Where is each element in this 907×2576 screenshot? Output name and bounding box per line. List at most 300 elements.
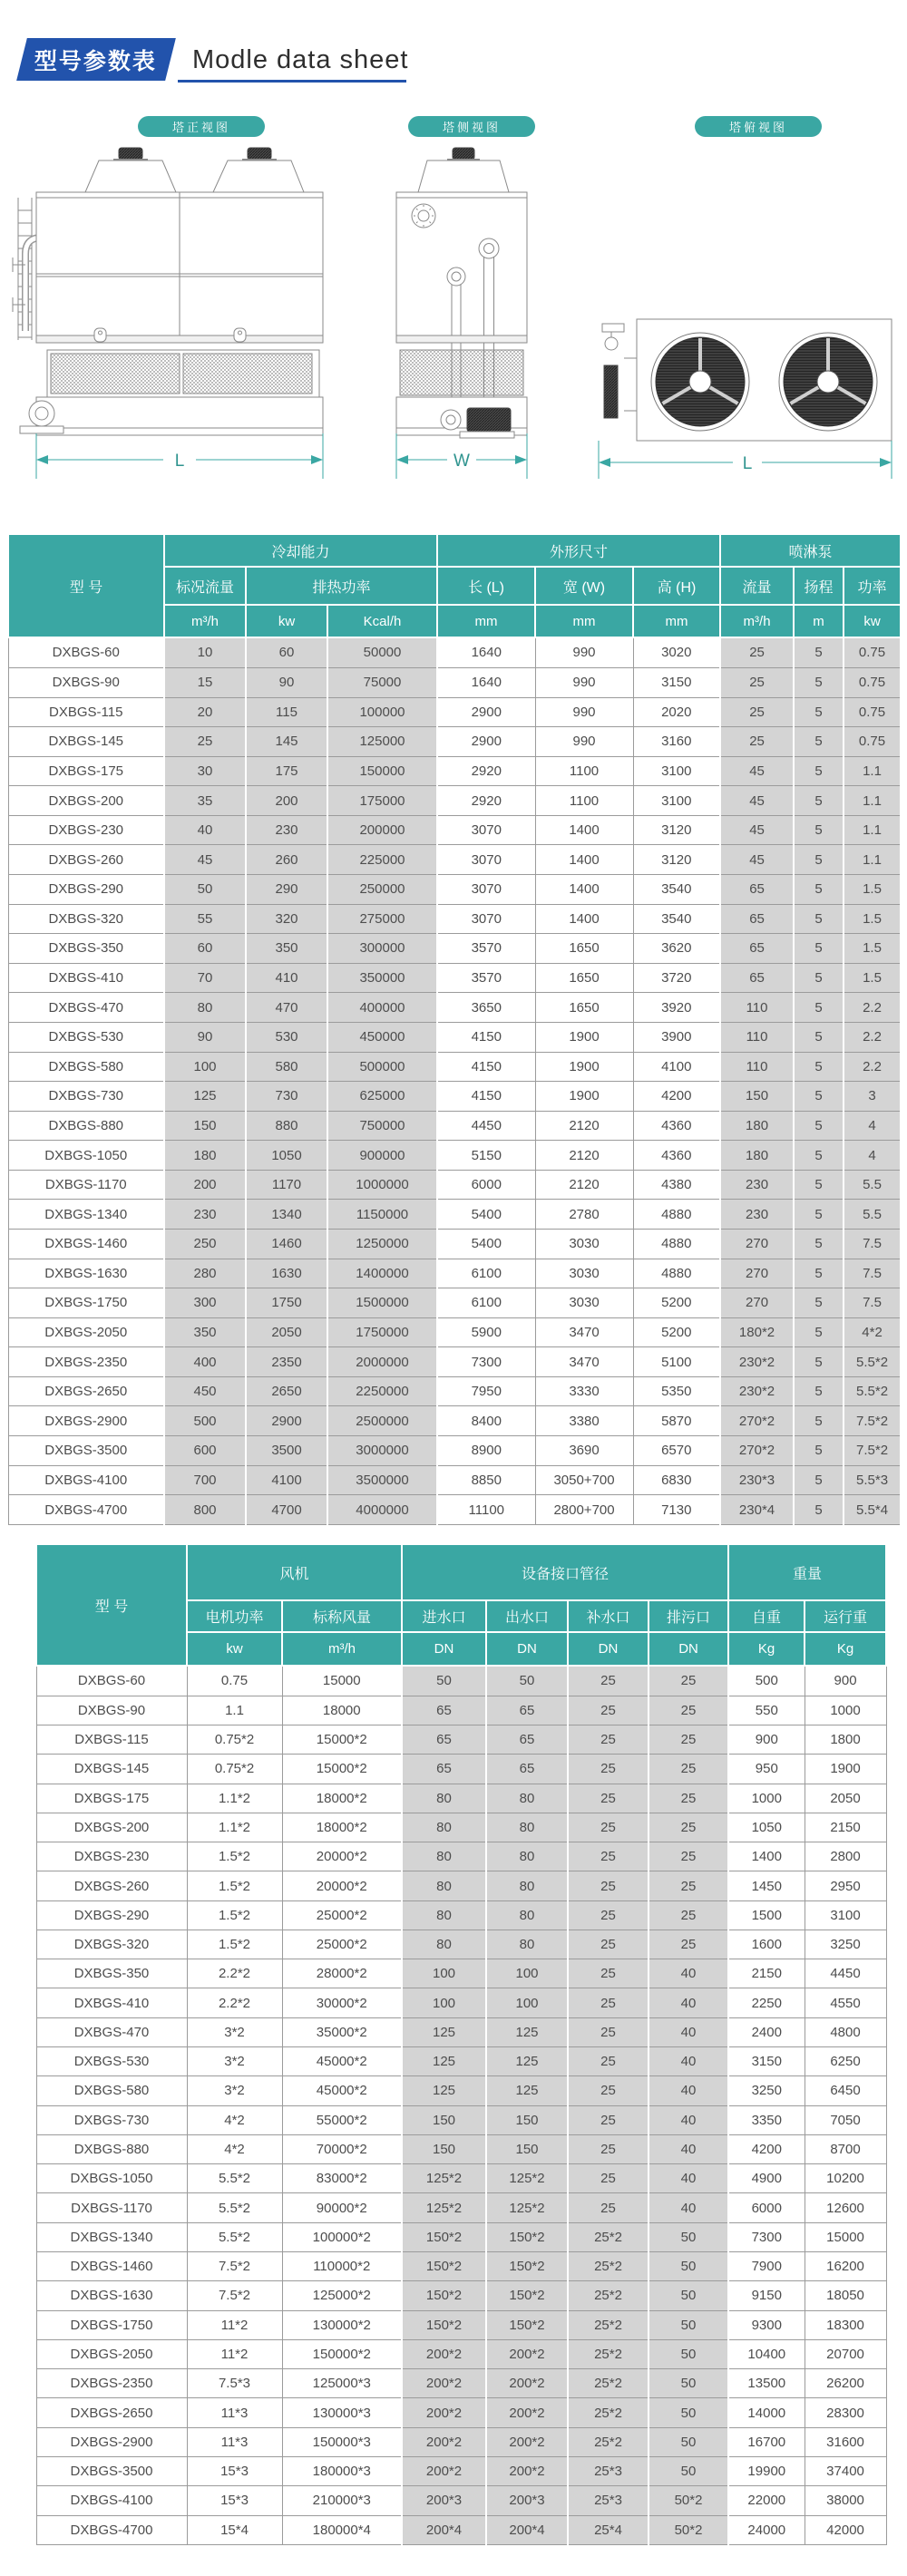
value-cell: 3470 xyxy=(535,1347,633,1377)
value-cell: 350 xyxy=(164,1317,246,1347)
value-cell: 25 xyxy=(568,1666,649,1696)
value-cell: 25*2 xyxy=(568,2369,649,2398)
value-cell: 1750000 xyxy=(327,1317,437,1347)
value-cell: 7.5*3 xyxy=(187,2369,282,2398)
value-cell: 5 xyxy=(794,1229,844,1259)
value-cell: 990 xyxy=(535,727,633,757)
value-cell: 3650 xyxy=(437,993,535,1023)
value-cell: 80 xyxy=(486,1842,568,1871)
table-row xyxy=(8,845,901,875)
value-cell: 5 xyxy=(794,1347,844,1377)
value-cell: 4 xyxy=(844,1141,901,1171)
value-cell: 65 xyxy=(720,963,794,993)
value-cell: 65 xyxy=(486,1725,568,1754)
value-cell: 14000 xyxy=(728,2398,805,2427)
value-cell: 230 xyxy=(720,1170,794,1200)
value-cell: 25*2 xyxy=(568,2427,649,2456)
value-cell: 1.1 xyxy=(844,815,901,845)
value-cell: 2.2 xyxy=(844,993,901,1023)
value-cell: 500000 xyxy=(327,1052,437,1082)
value-cell: 3150 xyxy=(728,2047,805,2076)
value-cell: 5200 xyxy=(633,1317,720,1347)
value-cell: 50*2 xyxy=(649,2486,728,2515)
value-cell: 290 xyxy=(246,875,327,905)
value-cell: 5900 xyxy=(437,1317,535,1347)
table-row xyxy=(8,993,901,1023)
value-cell: 5 xyxy=(794,1288,844,1318)
value-cell: 450000 xyxy=(327,1022,437,1052)
value-cell: 4550 xyxy=(805,1988,886,2017)
value-cell: 990 xyxy=(535,697,633,727)
model-cell: DXBGS-1460 xyxy=(8,1229,164,1259)
value-cell: 150 xyxy=(402,2105,486,2134)
t1-unit: Kcal/h xyxy=(327,605,437,637)
value-cell: 4100 xyxy=(633,1052,720,1082)
value-cell: 40 xyxy=(649,2134,728,2163)
value-cell: 470 xyxy=(246,993,327,1023)
table-row xyxy=(36,1871,886,1900)
value-cell: 400000 xyxy=(327,993,437,1023)
value-cell: 65 xyxy=(402,1696,486,1725)
value-cell: 25 xyxy=(649,1900,728,1930)
value-cell: 8900 xyxy=(437,1436,535,1466)
model-cell: DXBGS-115 xyxy=(8,697,164,727)
value-cell: 230*4 xyxy=(720,1495,794,1525)
t2-group-weight: 重量 xyxy=(728,1544,886,1600)
value-cell: 125*2 xyxy=(486,2164,568,2193)
value-cell: 7050 xyxy=(805,2105,886,2134)
value-cell: 3030 xyxy=(535,1259,633,1288)
value-cell: 150 xyxy=(402,2134,486,2163)
value-cell: 210000*3 xyxy=(282,2486,402,2515)
value-cell: 730 xyxy=(246,1082,327,1112)
t2-unit: DN xyxy=(486,1632,568,1666)
value-cell: 275000 xyxy=(327,904,437,934)
value-cell: 15*3 xyxy=(187,2456,282,2485)
value-cell: 25*2 xyxy=(568,2398,649,2427)
dim-label-L-top: L xyxy=(742,454,753,473)
value-cell: 80 xyxy=(164,993,246,1023)
value-cell: 280 xyxy=(164,1259,246,1288)
value-cell: 550 xyxy=(728,1696,805,1725)
t2-unit: Kg xyxy=(728,1632,805,1666)
table-row xyxy=(8,697,901,727)
value-cell: 9150 xyxy=(728,2281,805,2310)
value-cell: 200 xyxy=(246,786,327,816)
value-cell: 150*2 xyxy=(402,2310,486,2339)
value-cell: 2050 xyxy=(805,1784,886,1813)
value-cell: 11100 xyxy=(437,1495,535,1525)
value-cell: 4900 xyxy=(728,2164,805,2193)
value-cell: 90 xyxy=(164,1022,246,1052)
value-cell: 40 xyxy=(649,1988,728,2017)
value-cell: 3070 xyxy=(437,845,535,875)
table-row xyxy=(8,934,901,964)
front-view-label: 塔正视图 xyxy=(138,116,265,137)
model-cell: DXBGS-115 xyxy=(36,1725,187,1754)
value-cell: 1.5 xyxy=(844,904,901,934)
value-cell: 25 xyxy=(568,2134,649,2163)
spec-table-1-wrap xyxy=(7,533,900,1525)
value-cell: 230 xyxy=(164,1200,246,1230)
model-cell: DXBGS-1750 xyxy=(36,2310,187,2339)
table-row xyxy=(36,2017,886,2046)
value-cell: 115 xyxy=(246,697,327,727)
value-cell: 25*2 xyxy=(568,2222,649,2251)
value-cell: 0.75 xyxy=(844,637,901,667)
t2-unit: DN xyxy=(568,1632,649,1666)
value-cell: 3380 xyxy=(535,1406,633,1436)
value-cell: 45 xyxy=(164,845,246,875)
value-cell: 200*2 xyxy=(402,2427,486,2456)
value-cell: 25 xyxy=(568,1959,649,1988)
value-cell: 25 xyxy=(649,1930,728,1959)
value-cell: 7900 xyxy=(728,2252,805,2281)
value-cell: 80 xyxy=(402,1930,486,1959)
table-row xyxy=(8,1022,901,1052)
value-cell: 125 xyxy=(486,2017,568,2046)
value-cell: 18000*2 xyxy=(282,1813,402,1842)
value-cell: 50*2 xyxy=(649,2515,728,2544)
value-cell: 5150 xyxy=(437,1141,535,1171)
value-cell: 28300 xyxy=(805,2398,886,2427)
table-row xyxy=(36,2222,886,2251)
table-row xyxy=(36,2252,886,2281)
value-cell: 125*2 xyxy=(402,2164,486,2193)
value-cell: 4450 xyxy=(437,1111,535,1141)
table-row xyxy=(8,1200,901,1230)
model-cell: DXBGS-730 xyxy=(8,1082,164,1112)
t2-col-opweight: 运行重 xyxy=(805,1600,886,1632)
value-cell: 0.75 xyxy=(844,727,901,757)
value-cell: 800 xyxy=(164,1495,246,1525)
value-cell: 25 xyxy=(568,1988,649,2017)
value-cell: 70 xyxy=(164,963,246,993)
table-row xyxy=(36,2193,886,2222)
value-cell: 5 xyxy=(794,845,844,875)
value-cell: 40 xyxy=(649,1959,728,1988)
value-cell: 45000*2 xyxy=(282,2076,402,2105)
value-cell: 25 xyxy=(568,2164,649,2193)
t1-col-pumpflow: 流量 xyxy=(720,567,794,605)
table-row xyxy=(8,875,901,905)
value-cell: 7.5 xyxy=(844,1288,901,1318)
value-cell: 200*2 xyxy=(486,2427,568,2456)
value-cell: 25 xyxy=(568,1871,649,1900)
value-cell: 150*2 xyxy=(402,2281,486,2310)
value-cell: 1650 xyxy=(535,963,633,993)
value-cell: 1500000 xyxy=(327,1288,437,1318)
value-cell: 50 xyxy=(649,2456,728,2485)
value-cell: 25 xyxy=(568,1930,649,1959)
value-cell: 900 xyxy=(728,1725,805,1754)
value-cell: 150*2 xyxy=(486,2222,568,2251)
table-row xyxy=(8,1111,901,1141)
value-cell: 2500000 xyxy=(327,1406,437,1436)
t1-group-cooling: 冷却能力 xyxy=(164,534,437,567)
t1-col-length: 长 (L) xyxy=(437,567,535,605)
value-cell: 450 xyxy=(164,1376,246,1406)
value-cell: 1.1 xyxy=(844,845,901,875)
value-cell: 125000*3 xyxy=(282,2369,402,2398)
value-cell: 150 xyxy=(486,2105,568,2134)
value-cell: 2000000 xyxy=(327,1347,437,1377)
value-cell: 180000*4 xyxy=(282,2515,402,2544)
value-cell: 25 xyxy=(649,1696,728,1725)
value-cell: 0.75 xyxy=(187,1666,282,1696)
value-cell: 7.5*2 xyxy=(844,1406,901,1436)
value-cell: 5 xyxy=(794,1465,844,1495)
value-cell: 5.5*3 xyxy=(844,1465,901,1495)
value-cell: 50 xyxy=(649,2310,728,2339)
table-row xyxy=(8,727,901,757)
value-cell: 45 xyxy=(720,786,794,816)
value-cell: 1400 xyxy=(535,904,633,934)
model-cell: DXBGS-350 xyxy=(36,1959,187,1988)
table-row xyxy=(8,963,901,993)
value-cell: 200*2 xyxy=(402,2398,486,2427)
value-cell: 3070 xyxy=(437,904,535,934)
value-cell: 5 xyxy=(794,1259,844,1288)
value-cell: 25 xyxy=(568,1784,649,1813)
model-cell: DXBGS-410 xyxy=(36,1988,187,2017)
model-cell: DXBGS-530 xyxy=(8,1022,164,1052)
value-cell: 25 xyxy=(649,1871,728,1900)
value-cell: 100 xyxy=(486,1988,568,2017)
t2-col-model: 型 号 xyxy=(36,1544,187,1666)
value-cell: 125 xyxy=(402,2047,486,2076)
table-row xyxy=(36,1930,886,1959)
table-row xyxy=(8,1170,901,1200)
model-cell: DXBGS-1050 xyxy=(8,1141,164,1171)
value-cell: 180 xyxy=(720,1111,794,1141)
table-row xyxy=(36,1813,886,1842)
model-cell: DXBGS-1170 xyxy=(8,1170,164,1200)
value-cell: 125 xyxy=(164,1082,246,1112)
value-cell: 5100 xyxy=(633,1347,720,1377)
model-cell: DXBGS-90 xyxy=(8,667,164,697)
value-cell: 3330 xyxy=(535,1376,633,1406)
t2-unit: kw xyxy=(187,1632,282,1666)
value-cell: 150*2 xyxy=(486,2252,568,2281)
table-row xyxy=(8,667,901,697)
value-cell: 150000*2 xyxy=(282,2339,402,2368)
t1-group-pump: 喷淋泵 xyxy=(720,534,901,567)
value-cell: 150*2 xyxy=(402,2252,486,2281)
value-cell: 1400 xyxy=(728,1842,805,1871)
value-cell: 1630 xyxy=(246,1259,327,1288)
value-cell: 180*2 xyxy=(720,1317,794,1347)
model-cell: DXBGS-60 xyxy=(36,1666,187,1696)
value-cell: 3540 xyxy=(633,904,720,934)
value-cell: 25 xyxy=(649,1666,728,1696)
model-cell: DXBGS-90 xyxy=(36,1696,187,1725)
value-cell: 2920 xyxy=(437,786,535,816)
value-cell: 2900 xyxy=(437,697,535,727)
value-cell: 5 xyxy=(794,815,844,845)
value-cell: 8700 xyxy=(805,2134,886,2163)
table-row xyxy=(8,1347,901,1377)
value-cell: 25*4 xyxy=(568,2515,649,2544)
value-cell: 20000*2 xyxy=(282,1842,402,1871)
value-cell: 45 xyxy=(720,815,794,845)
value-cell: 4880 xyxy=(633,1229,720,1259)
value-cell: 1100 xyxy=(535,786,633,816)
value-cell: 4360 xyxy=(633,1141,720,1171)
model-cell: DXBGS-1460 xyxy=(36,2252,187,2281)
value-cell: 40 xyxy=(649,2105,728,2134)
table-row xyxy=(36,1755,886,1784)
value-cell: 2150 xyxy=(728,1959,805,1988)
value-cell: 5 xyxy=(794,904,844,934)
value-cell: 80 xyxy=(486,1871,568,1900)
table-row xyxy=(8,1465,901,1495)
t1-col-model: 型 号 xyxy=(8,534,164,637)
value-cell: 50 xyxy=(649,2252,728,2281)
value-cell: 25*3 xyxy=(568,2486,649,2515)
t2-col-motor: 电机功率 xyxy=(187,1600,282,1632)
value-cell: 200*3 xyxy=(486,2486,568,2515)
value-cell: 5200 xyxy=(633,1288,720,1318)
value-cell: 1450 xyxy=(728,1871,805,1900)
value-cell: 150000 xyxy=(327,756,437,786)
value-cell: 80 xyxy=(402,1900,486,1930)
t1-unit: kw xyxy=(246,605,327,637)
value-cell: 7.5 xyxy=(844,1229,901,1259)
value-cell: 175 xyxy=(246,756,327,786)
model-cell: DXBGS-350 xyxy=(8,934,164,964)
value-cell: 1650 xyxy=(535,993,633,1023)
table-row xyxy=(8,815,901,845)
value-cell: 3000000 xyxy=(327,1436,437,1466)
value-cell: 225000 xyxy=(327,845,437,875)
value-cell: 1.5 xyxy=(844,934,901,964)
value-cell: 3620 xyxy=(633,934,720,964)
value-cell: 3570 xyxy=(437,934,535,964)
value-cell: 55000*2 xyxy=(282,2105,402,2134)
value-cell: 2400 xyxy=(728,2017,805,2046)
value-cell: 65 xyxy=(720,875,794,905)
value-cell: 130000*3 xyxy=(282,2398,402,2427)
table-row xyxy=(36,1959,886,1988)
value-cell: 25 xyxy=(568,2076,649,2105)
t2-col-inlet: 进水口 xyxy=(402,1600,486,1632)
value-cell: 2150 xyxy=(805,1813,886,1842)
table-row xyxy=(36,1725,886,1754)
value-cell: 4200 xyxy=(633,1082,720,1112)
value-cell: 100000 xyxy=(327,697,437,727)
value-cell: 350000 xyxy=(327,963,437,993)
value-cell: 10400 xyxy=(728,2339,805,2368)
model-cell: DXBGS-2900 xyxy=(8,1406,164,1436)
value-cell: 2920 xyxy=(437,756,535,786)
value-cell: 25 xyxy=(568,1813,649,1842)
value-cell: 16200 xyxy=(805,2252,886,2281)
value-cell: 25 xyxy=(568,1725,649,1754)
model-cell: DXBGS-470 xyxy=(8,993,164,1023)
value-cell: 270*2 xyxy=(720,1436,794,1466)
value-cell: 990 xyxy=(535,637,633,667)
value-cell: 20700 xyxy=(805,2339,886,2368)
value-cell: 25 xyxy=(164,727,246,757)
t1-col-width: 宽 (W) xyxy=(535,567,633,605)
model-cell: DXBGS-580 xyxy=(36,2076,187,2105)
value-cell: 900 xyxy=(805,1666,886,1696)
value-cell: 3470 xyxy=(535,1317,633,1347)
value-cell: 3030 xyxy=(535,1229,633,1259)
table-row xyxy=(36,2047,886,2076)
value-cell: 2900 xyxy=(246,1406,327,1436)
value-cell: 5350 xyxy=(633,1376,720,1406)
value-cell: 2020 xyxy=(633,697,720,727)
model-cell: DXBGS-730 xyxy=(36,2105,187,2134)
value-cell: 4700 xyxy=(246,1495,327,1525)
value-cell: 3250 xyxy=(728,2076,805,2105)
table-row xyxy=(8,1229,901,1259)
value-cell: 1900 xyxy=(535,1082,633,1112)
t1-col-head: 扬程 xyxy=(794,567,844,605)
value-cell: 11*2 xyxy=(187,2339,282,2368)
value-cell: 4880 xyxy=(633,1259,720,1288)
value-cell: 7300 xyxy=(437,1347,535,1377)
t2-unit: m³/h xyxy=(282,1632,402,1666)
value-cell: 25000*2 xyxy=(282,1930,402,1959)
value-cell: 5 xyxy=(794,637,844,667)
value-cell: 1.1 xyxy=(844,786,901,816)
value-cell: 1.5*2 xyxy=(187,1842,282,1871)
value-cell: 38000 xyxy=(805,2486,886,2515)
value-cell: 15000*2 xyxy=(282,1755,402,1784)
value-cell: 50 xyxy=(649,2281,728,2310)
value-cell: 55 xyxy=(164,904,246,934)
title-underline xyxy=(178,80,406,83)
dim-label-L-front: L xyxy=(174,452,185,471)
value-cell: 60 xyxy=(164,934,246,964)
value-cell: 35000*2 xyxy=(282,2017,402,2046)
value-cell: 625000 xyxy=(327,1082,437,1112)
value-cell: 2650 xyxy=(246,1376,327,1406)
table-row xyxy=(36,2076,886,2105)
value-cell: 230*2 xyxy=(720,1376,794,1406)
value-cell: 230 xyxy=(720,1200,794,1230)
model-cell: DXBGS-320 xyxy=(36,1930,187,1959)
value-cell: 65 xyxy=(720,904,794,934)
value-cell: 3100 xyxy=(633,756,720,786)
value-cell: 80 xyxy=(402,1813,486,1842)
value-cell: 1500 xyxy=(728,1900,805,1930)
table-row xyxy=(36,2398,886,2427)
value-cell: 50 xyxy=(649,2427,728,2456)
value-cell: 990 xyxy=(535,667,633,697)
value-cell: 5.5*2 xyxy=(187,2193,282,2222)
value-cell: 5 xyxy=(794,697,844,727)
value-cell: 6250 xyxy=(805,2047,886,2076)
value-cell: 1050 xyxy=(728,1813,805,1842)
value-cell: 25 xyxy=(568,2017,649,2046)
value-cell: 9300 xyxy=(728,2310,805,2339)
value-cell: 26200 xyxy=(805,2369,886,2398)
value-cell: 270 xyxy=(720,1229,794,1259)
value-cell: 25 xyxy=(720,727,794,757)
model-cell: DXBGS-880 xyxy=(36,2134,187,2163)
value-cell: 7.5*2 xyxy=(187,2281,282,2310)
model-cell: DXBGS-1630 xyxy=(8,1259,164,1288)
t1-col-heat: 排热功率 xyxy=(246,567,437,605)
value-cell: 110 xyxy=(720,1022,794,1052)
value-cell: 25 xyxy=(568,1842,649,1871)
model-cell: DXBGS-2050 xyxy=(8,1317,164,1347)
value-cell: 5 xyxy=(794,1082,844,1112)
